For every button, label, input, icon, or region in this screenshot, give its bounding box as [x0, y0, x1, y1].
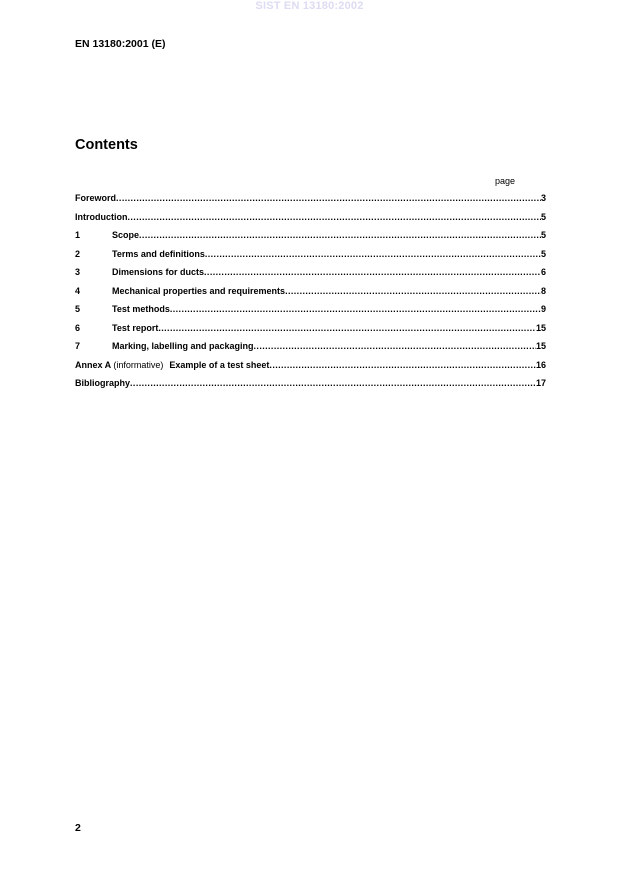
table-of-contents [75, 193, 546, 397]
toc-entry-test-report[interactable] [75, 323, 546, 342]
toc-entry-test-methods[interactable] [75, 304, 546, 323]
toc-leader-dots [116, 193, 541, 204]
toc-entry-title: Bibliography [75, 378, 131, 388]
toc-leader-dots [170, 304, 541, 315]
toc-entry-page: 16 [535, 359, 546, 370]
toc-entry-number: 3 [75, 267, 81, 277]
toc-entry-marking[interactable] [75, 341, 546, 360]
toc-entry-dimensions[interactable] [75, 267, 546, 286]
document-header: EN 13180:2001 (E) [75, 38, 166, 50]
toc-entry-page: 15 [535, 341, 546, 351]
toc-entry-bibliography[interactable] [75, 378, 546, 397]
toc-entry-scope[interactable] [75, 230, 546, 249]
toc-entry-number: 6 [75, 322, 81, 333]
toc-entry-number: 5 [75, 304, 81, 314]
page-number: 2 [75, 822, 81, 834]
toc-entry-number: 7 [75, 341, 81, 351]
toc-entry-page: 9 [540, 304, 546, 314]
toc-entry-title: Introduction [75, 211, 128, 222]
toc-leader-dots [130, 378, 536, 389]
toc-entry-introduction[interactable] [75, 212, 546, 231]
toc-entry-terms[interactable] [75, 249, 546, 268]
toc-entry-title [75, 360, 269, 371]
toc-leader-dots [254, 341, 536, 352]
toc-entry-title: Test report [112, 322, 159, 333]
toc-entry-page: 5 [540, 211, 546, 222]
toc-entry-page: 17 [535, 378, 546, 388]
toc-entry-number: 4 [75, 285, 81, 296]
toc-leader-dots [139, 230, 541, 241]
toc-entry-title: Marking, labelling and packaging [112, 341, 254, 351]
annex-label: Annex A [75, 359, 111, 370]
toc-entry-foreword[interactable] [75, 193, 546, 212]
toc-entry-title: Terms and definitions [112, 248, 205, 259]
toc-entry-page: 15 [535, 322, 546, 333]
toc-entry-page: 3 [540, 193, 546, 203]
toc-entry-title: Scope [112, 230, 140, 240]
toc-leader-dots [158, 323, 536, 334]
toc-entry-title: Mechanical properties and requirements [112, 285, 286, 296]
toc-entry-mechanical[interactable] [75, 286, 546, 305]
toc-entry-page: 6 [540, 267, 546, 277]
toc-leader-dots [204, 267, 541, 278]
page-column-label: page [495, 176, 516, 186]
toc-leader-dots [205, 249, 541, 260]
toc-entry-number: 2 [75, 248, 81, 259]
toc-entry-title: Dimensions for ducts [112, 267, 205, 277]
watermark: SIST EN 13180:2002 [255, 0, 364, 12]
toc-entry-page: 5 [540, 248, 546, 259]
toc-entry-page: 8 [540, 285, 546, 296]
toc-leader-dots [285, 286, 541, 297]
toc-entry-page: 5 [540, 230, 546, 240]
annex-title: Example of a test sheet [169, 359, 270, 370]
toc-entry-annex-a[interactable] [75, 360, 546, 379]
toc-leader-dots [269, 360, 536, 371]
toc-entry-title: Test methods [112, 304, 170, 314]
page-title: Contents [75, 137, 138, 153]
toc-leader-dots [128, 212, 541, 223]
toc-entry-number: 1 [75, 230, 81, 240]
annex-qualifier: (informative) [113, 359, 164, 370]
toc-entry-title: Foreword [75, 193, 117, 203]
